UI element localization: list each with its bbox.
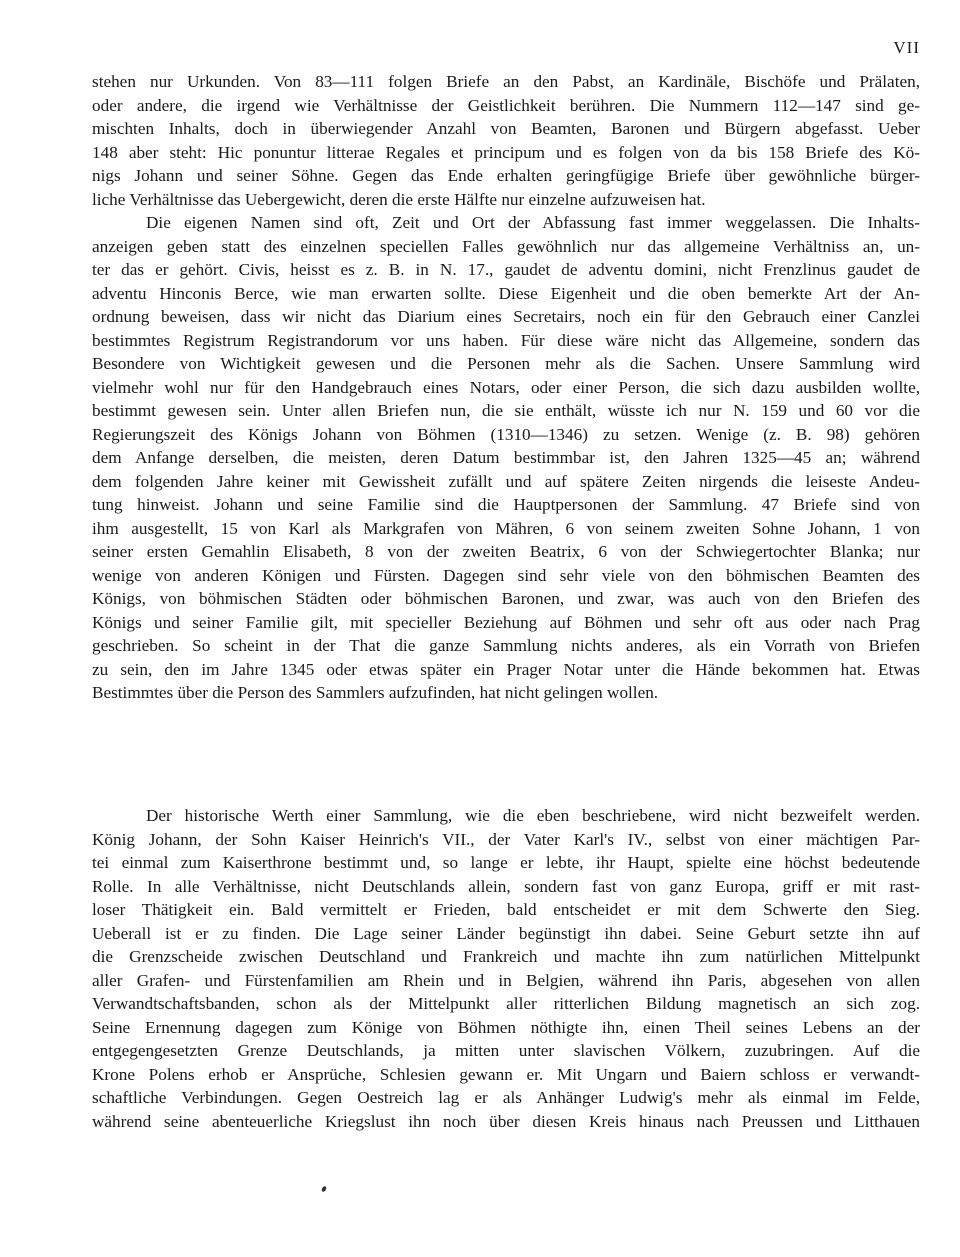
- text-line: stehen nur Urkunden. Von 83—111 folgen Briefe an den Pabst, an Kardinäle, Bischöfe und Prälaten,: [92, 72, 920, 91]
- ink-speck: [321, 1185, 327, 1192]
- text-line: tung hinweist. Johann und seine Familie sind die Hauptpersonen der Sammlung. 47 Briefe sind von: [92, 495, 920, 514]
- text-line: dem folgenden Jahre keiner mit Gewissheit zufällt und auf spätere Zeiten nirgends die leiseste Andeu-: [92, 471, 920, 491]
- text-line: Königs, von böhmischen Städten oder böhmischen Baronen, und zwar, was auch von den Briefen des: [92, 589, 920, 608]
- text-line: bestimmt gewesen sein. Unter allen Briefen nun, die sie enthält, wüsste ich nur N. 159 und 60 vor die: [92, 401, 920, 420]
- paragraph-2: [92, 804, 920, 1133]
- text-line: nigs Johann und seiner Söhne. Gegen das Ende erhalten geringfügige Briefe über gewöhnliche bürger-: [92, 166, 920, 185]
- text-line: Verwandtschaftsbanden, schon als der Mittelpunkt aller ritterlichen Bildung magnetisch an sich zog.: [92, 994, 920, 1013]
- text-line: zu sein, den im Jahre 1345 oder etwas später ein Prager Notar unter die Hände bekommen hat. Etwas: [92, 659, 920, 679]
- text-line: Seine Ernennung dagegen zum Könige von Böhmen nöthigte ihn, einen Theil seines Lebens an der: [92, 1017, 920, 1037]
- text-line: dem Anfange derselben, die meisten, deren Datum bestimmbar ist, den Jahren 1325—45 an; während: [92, 448, 920, 467]
- text-line: mischten Inhalts, doch in überwiegender Anzahl von Beamten, Baronen und Bürgern abgefasst. Ueber: [92, 119, 920, 138]
- text-line: Bestimmtes über die Person des Sammlers aufzufinden, hat nicht gelingen wollen.: [92, 683, 659, 702]
- text-line: König Johann, der Sohn Kaiser Heinrich's VII., der Vater Karl's IV., selbst von einer mächtigen Par-: [92, 829, 920, 849]
- text-line: Regierungszeit des Königs Johann von Böhmen (1310—1346) zu setzen. Wenige (z. B. 98) gehören: [92, 424, 920, 444]
- text-line: Krone Polens erhob er Ansprüche, Schlesien gewann er. Mit Ungarn und Baiern schloss er verwandt-: [92, 1064, 920, 1084]
- text-line: aller Grafen- und Fürstenfamilien am Rhein und in Belgien, während ihn Paris, abgesehen von allen: [92, 970, 920, 990]
- text-line: Ueberall ist er zu finden. Die Lage seiner Länder begünstigt ihn dabei. Seine Geburt setzte ihn auf: [92, 923, 920, 943]
- text-line: wenige von anderen Königen und Fürsten. Dagegen sind sehr viele von den böhmischen Beamten des: [92, 565, 920, 585]
- text-line: die Grenzscheide zwischen Deutschland und Frankreich und machte ihn zum natürlichen Mittelpunkt: [92, 947, 920, 966]
- text-line: Königs und seiner Familie gilt, mit specieller Beziehung auf Böhmen und sehr oft aus oder nach Prag: [92, 612, 920, 632]
- text-line: Der historische Werth einer Sammlung, wie die eben beschriebene, wird nicht bezweifelt werden.: [146, 806, 920, 825]
- text-line: entgegengesetzten Grenze Deutschlands, ja mitten unter slavischen Völkern, zuzubringen. Auf die: [92, 1041, 920, 1060]
- text-line: loser Thätigkeit ein. Bald vermittelt er Frieden, bald entscheidet er mit dem Schwerte den Sieg.: [92, 900, 920, 919]
- text-line: bestimmtes Registrum Registrandorum vor uns haben. Für diese wäre nicht das Allgemeine, sondern das: [92, 330, 920, 350]
- page-number: VII: [893, 38, 920, 57]
- text-line: tei einmal zum Kaiserthrone bestimmt und, so lange er lebte, ihr Haupt, spielte eine höchst bedeutende: [92, 853, 920, 872]
- text-line: liche Verhältnisse das Uebergewicht, deren die erste Hälfte nur einzelne aufzuweisen hat.: [92, 189, 706, 209]
- text-line: anzeigen geben statt des einzelnen speciellen Falles gewöhnlich nur das allgemeine Verhältniss an, un-: [92, 236, 920, 256]
- text-line: ordnung beweisen, dass wir nicht das Diarium eines Secretairs, noch ein für den Gebrauch einer Canzlei: [92, 307, 920, 326]
- text-line: während seine abenteuerliche Kriegslust ihn noch über diesen Kreis hinaus nach Preussen und Litthauen: [92, 1111, 920, 1131]
- text-line: Rolle. In alle Verhältnisse, nicht Deutschlands allein, sondern fast von ganz Europa, griff er mit rast-: [92, 876, 920, 896]
- text-line: Die eigenen Namen sind oft, Zeit und Ort der Abfassung fast immer weggelassen. Die Inhalts-: [146, 213, 920, 232]
- text-line: ter das er gehört. Civis, heisst es z. B. in N. 17., gaudet de adventu domini, nicht Frenzlinus gaudet de: [92, 260, 920, 279]
- paragraph-1: [92, 70, 920, 705]
- text-line: geschrieben. So scheint in der That die ganze Sammlung nichts anderes, als ein Vorrath von Briefen: [92, 636, 920, 655]
- text-line: schaftliche Verbindungen. Gegen Oestreich lag er als Anhänger Ludwig's mehr als einmal im Felde,: [92, 1088, 920, 1107]
- text-line: 148 aber steht: Hic ponuntur litterae Regales et principum und es folgen von da bis 158 Briefe des Kö-: [92, 142, 920, 162]
- text-line: adventu Hinconis Berce, wie man erwarten sollte. Diese Eigenheit und die oben bemerkte Art der An-: [92, 283, 920, 303]
- text-line: Besondere von Wichtigkeit gewesen und die Personen mehr als die Sachen. Unsere Sammlung wird: [92, 354, 920, 373]
- text-line: vielmehr wohl nur für den Handgebrauch eines Notars, oder einer Person, die sich dazu ausbilden wollte,: [92, 377, 920, 397]
- text-line: seiner ersten Gemahlin Elisabeth, 8 von der zweiten Beatrix, 6 von der Schwiegertochter Blanka; nur: [92, 542, 920, 561]
- text-line: ihm ausgestellt, 15 von Karl als Markgrafen von Mähren, 6 von seinem zweiten Sohne Johann, 1 von: [92, 518, 920, 538]
- text-line: oder andere, die irgend wie Verhältnisse der Geistlichkeit berühren. Die Nummern 112—147 sind ge-: [92, 95, 920, 115]
